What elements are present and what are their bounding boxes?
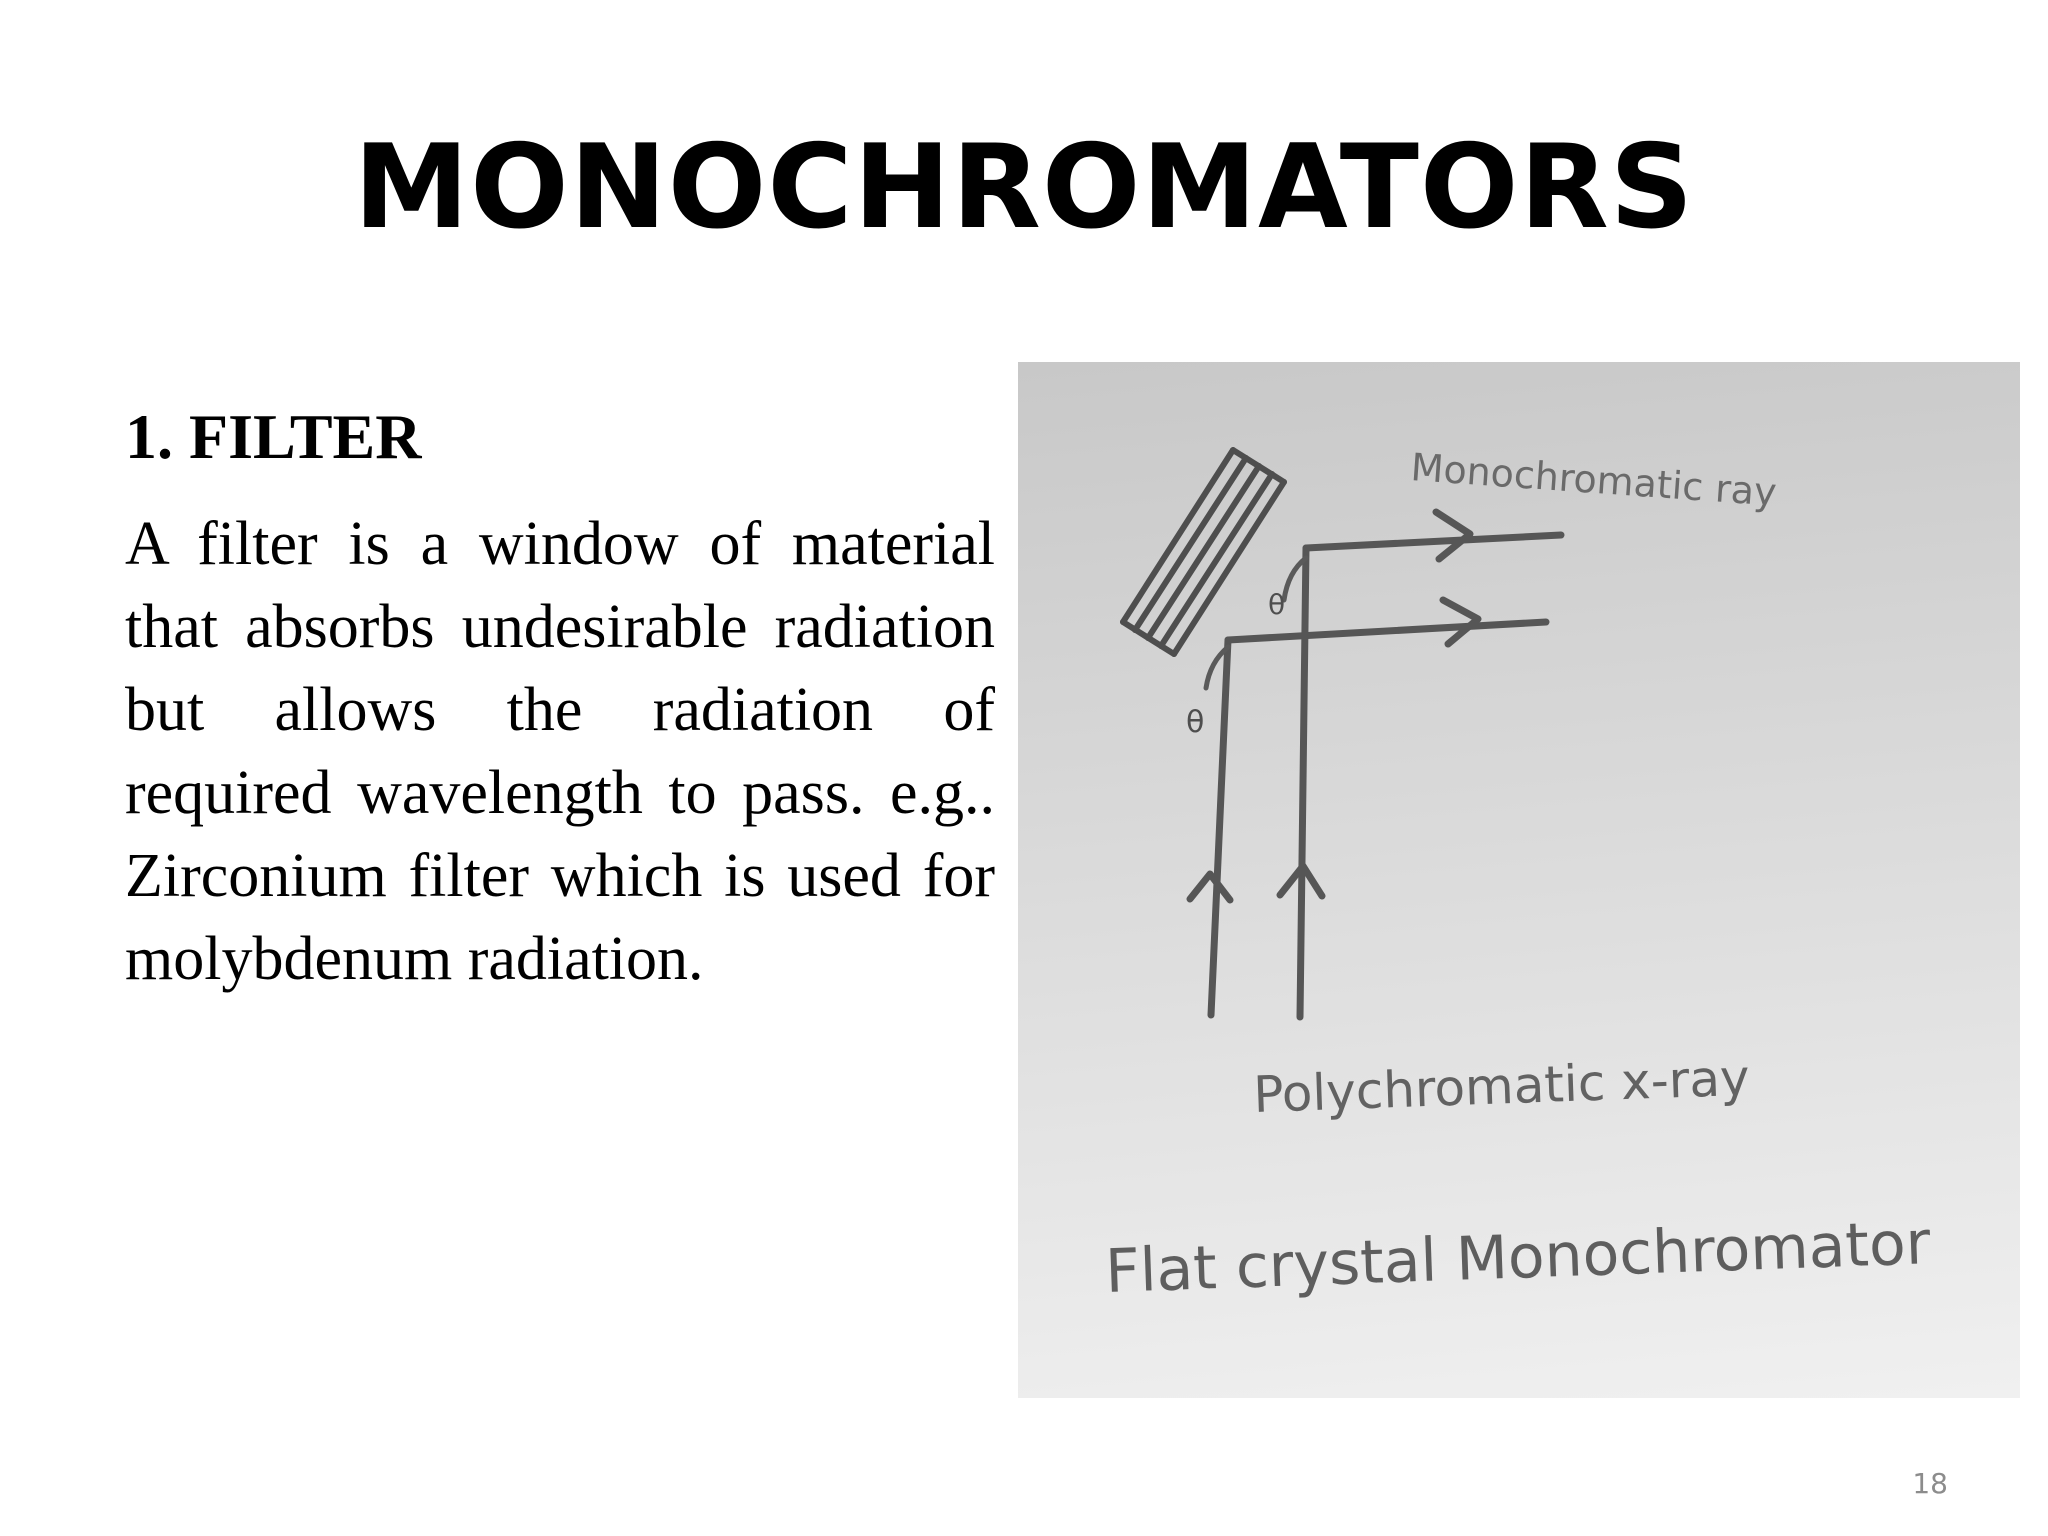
page-number: 18 xyxy=(1912,1467,1948,1500)
angle-label-2: θ xyxy=(1268,588,1286,621)
label-monochromatic-ray: Monochromatic ray xyxy=(1409,445,1779,515)
incident-rays xyxy=(1190,548,1322,1017)
section-heading: 1. FILTER xyxy=(125,401,422,472)
monochromator-sketch xyxy=(1018,362,2020,1398)
content-section xyxy=(125,401,995,1001)
crystal-plate xyxy=(1123,450,1284,654)
angle-label-1: θ xyxy=(1186,705,1205,740)
label-polychromatic-x-ray: Polychromatic x-ray xyxy=(1252,1048,1751,1124)
figure-caption: Flat crystal Monochromator xyxy=(1104,1208,1932,1307)
slide-title: MONOCHROMATORS xyxy=(353,120,1695,255)
diffracted-rays xyxy=(1228,512,1561,644)
body-paragraph: A filter is a window of material that absorbs undesirable radiation but allows the radiation of required wavelength to pass. e.g.. Zirconium filter which is used for molybdenum radiation. xyxy=(125,510,995,993)
